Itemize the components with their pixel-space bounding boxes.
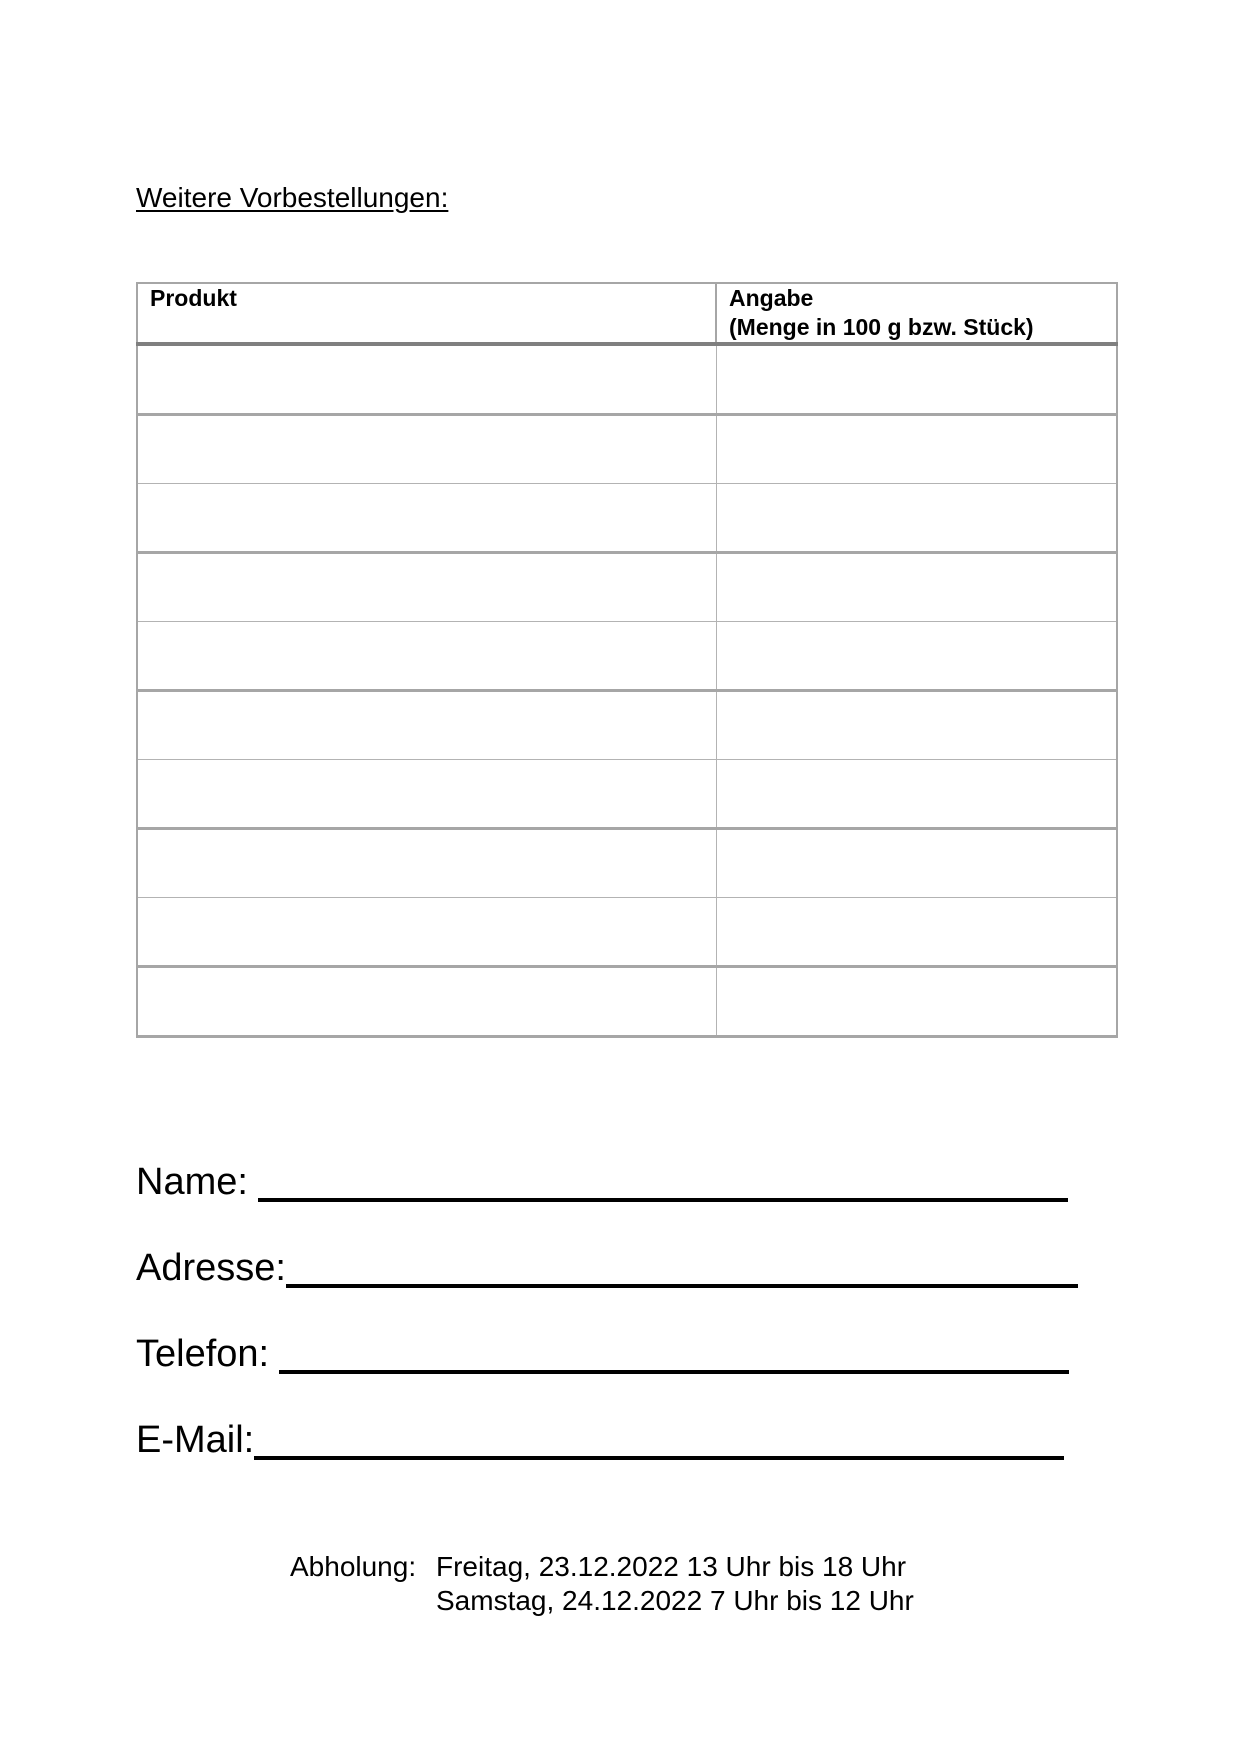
product-cell[interactable] — [137, 760, 716, 829]
pickup-info — [290, 1550, 914, 1618]
table-row — [137, 760, 1117, 829]
table-row — [137, 344, 1117, 415]
name-label: Name: — [136, 1161, 248, 1203]
email-label: E-Mail: — [136, 1419, 255, 1461]
name-field[interactable] — [258, 1198, 1068, 1202]
table-row — [137, 967, 1117, 1037]
amount-cell[interactable] — [716, 898, 1117, 967]
amount-cell[interactable] — [716, 760, 1117, 829]
amount-cell[interactable] — [716, 553, 1117, 622]
pickup-date-1: Freitag, 23.12.2022 13 Uhr bis 18 Uhr — [436, 1551, 907, 1582]
product-cell[interactable] — [137, 484, 716, 553]
address-field[interactable] — [286, 1284, 1078, 1288]
order-table — [136, 282, 1118, 1038]
amount-cell[interactable] — [716, 344, 1117, 415]
amount-cell[interactable] — [716, 691, 1117, 760]
phone-label: Telefon: — [136, 1333, 270, 1375]
amount-cell[interactable] — [716, 415, 1117, 484]
product-cell[interactable] — [137, 967, 716, 1037]
amount-cell[interactable] — [716, 622, 1117, 691]
section-heading: Weitere Vorbestellungen: — [136, 182, 449, 213]
table-row — [137, 898, 1117, 967]
table-header-row — [137, 283, 1117, 344]
product-cell[interactable] — [137, 622, 716, 691]
name-line — [136, 1160, 1068, 1204]
table-row — [137, 484, 1117, 553]
table-row — [137, 691, 1117, 760]
column-header-product: Produkt — [137, 283, 716, 344]
amount-cell[interactable] — [716, 484, 1117, 553]
pickup-label: Abholung: — [290, 1551, 417, 1582]
column-header-amount — [716, 283, 1117, 344]
phone-line — [136, 1332, 1069, 1376]
pickup-dates — [436, 1550, 914, 1618]
phone-field[interactable] — [279, 1370, 1069, 1374]
product-cell[interactable] — [137, 415, 716, 484]
table-row — [137, 829, 1117, 898]
product-cell[interactable] — [137, 344, 716, 415]
table-row — [137, 415, 1117, 484]
product-cell[interactable] — [137, 898, 716, 967]
address-line — [136, 1246, 1078, 1290]
order-table-body — [137, 344, 1117, 1037]
column-header-amount-unit: (Menge in 100 g bzw. Stück) — [729, 314, 1034, 340]
table-row — [137, 553, 1117, 622]
table-row — [137, 622, 1117, 691]
email-field[interactable] — [254, 1456, 1064, 1460]
product-cell[interactable] — [137, 691, 716, 760]
column-header-amount-title: Angabe — [729, 285, 814, 311]
amount-cell[interactable] — [716, 829, 1117, 898]
email-line — [136, 1418, 1064, 1462]
product-cell[interactable] — [137, 553, 716, 622]
amount-cell[interactable] — [716, 967, 1117, 1037]
product-cell[interactable] — [137, 829, 716, 898]
pickup-date-2: Samstag, 24.12.2022 7 Uhr bis 12 Uhr — [436, 1585, 914, 1616]
address-label: Adresse: — [136, 1247, 286, 1289]
